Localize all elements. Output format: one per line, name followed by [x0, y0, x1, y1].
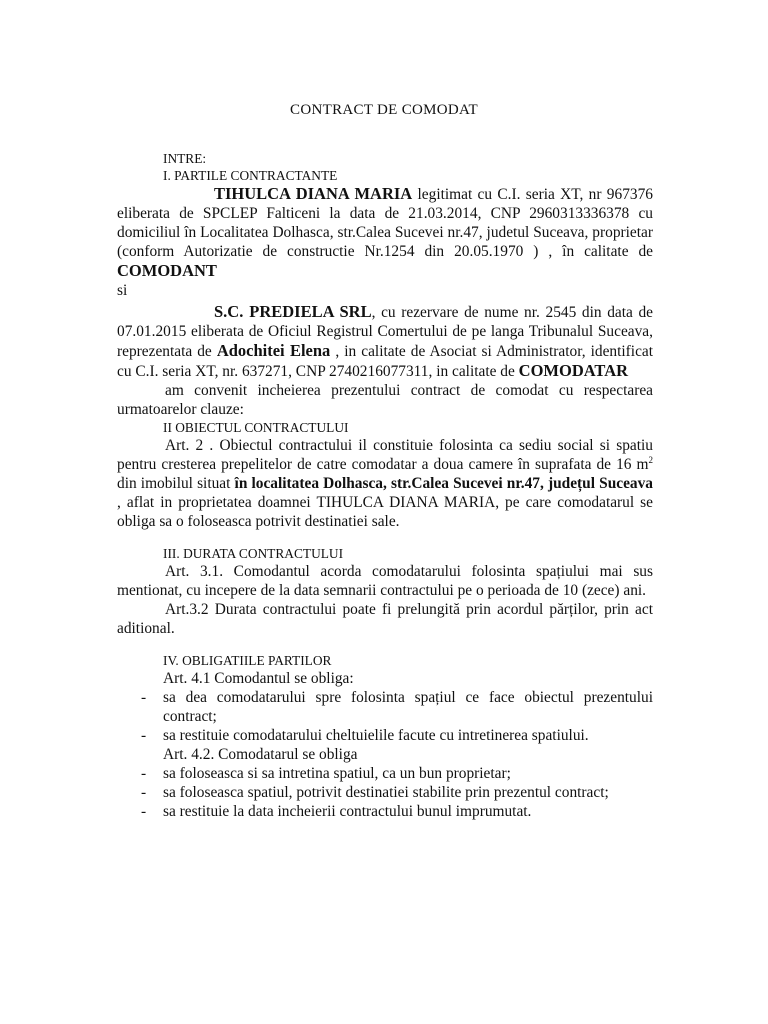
list-item-text: sa restituie comodatarului cheltuielile facute cu intretinerea spatiului.	[163, 727, 589, 744]
party-2-paragraph	[117, 302, 653, 381]
list-item-text: sa restituie la data incheierii contractului bunul imprumutat.	[163, 803, 532, 820]
list-item	[117, 726, 653, 745]
dash-bullet: -	[141, 727, 147, 744]
dash-bullet: -	[141, 765, 147, 782]
party-1-details: legitimat cu C.I. seria XT, nr 967376 eliberata de SPCLEP Falticeni la data de 21.03.2014, CNP 2960313336378 cu domiciliul în Localitatea Dolhasca, str.Calea Sucevei nr.47, judetul Suceava, proprietar (conform Autorizatie de constructie Nr.1254 din 20.05.1970 ) , în calitate de	[117, 186, 653, 260]
intre-label: INTRE:	[163, 151, 207, 166]
section-2-heading: II OBIECTUL CONTRACTULUI	[163, 420, 349, 435]
article-3-2-paragraph: Art.3.2 Durata contractului poate fi prelungită prin acordul părților, prin act aditional.	[117, 601, 653, 637]
dash-bullet: -	[141, 689, 147, 706]
list-item-text: sa dea comodatarului spre folosinta spațiul ce face obiectul prezentului contract;	[163, 689, 653, 725]
conjunction-si: si	[117, 282, 128, 299]
party-2-representative: Adochitei Elena	[216, 341, 331, 360]
superscript-2: 2	[648, 454, 653, 465]
section-3-heading: III. DURATA CONTRACTULUI	[163, 546, 344, 561]
article-4-2-list	[117, 764, 653, 821]
dash-bullet: -	[141, 784, 147, 801]
party-2-details-1: , cu rezervare de nume nr. 2545 din data de 07.01.2015 eliberata de Oficiul Registrul Comertului de pe langa Tribunalul Suceava, reprezentata de	[117, 304, 653, 360]
article-3-1-paragraph: Art. 3.1. Comodantul acorda comodatarului folosinta spațiului mai sus mentionat, cu incepere de la data semnarii contractului pe o perioada de 10 (zece) ani.	[117, 563, 653, 599]
party-2-details-2: , in calitate de Asociat si Administrator, identificat cu C.I. seria XT, nr. 637271, CNP 2740216077311, in calitate de	[117, 343, 654, 380]
document-title: CONTRACT DE COMODAT	[290, 102, 478, 118]
party-2-role: COMODATAR	[518, 361, 629, 380]
list-item	[117, 764, 653, 783]
article-2-paragraph	[117, 436, 653, 531]
document-body	[117, 150, 653, 821]
list-item	[117, 688, 653, 726]
list-item	[117, 802, 653, 821]
spacer	[117, 638, 653, 652]
spacer	[117, 531, 653, 545]
dash-bullet: -	[141, 803, 147, 820]
party-1-role: COMODANT	[117, 261, 217, 280]
article-2-text-1: Art. 2 . Obiectul contractului il constituie folosinta ca sediu social si spatiu pentru cresterea prepelitelor de catre comodatar a doua camere în suprafata de 16 m	[117, 437, 653, 473]
article-4-1-heading: Art. 4.1 Comodantul se obliga:	[163, 670, 354, 687]
party-1-paragraph	[117, 184, 653, 281]
article-2-location: în localitatea Dolhasca, str.Calea Sucevei nr.47, județul Suceava	[234, 475, 653, 492]
section-4-heading: IV. OBLIGATIILE PARTILOR	[163, 653, 332, 668]
article-4-1-list	[117, 688, 653, 745]
article-2-text-3: , aflat in proprietatea doamnei TIHULCA DIANA MARIA, pe care comodatarul se obliga sa o foloseasca potrivit destinatiei sale.	[117, 494, 653, 530]
article-2-text-2: din imobilul situat	[117, 475, 235, 492]
list-item-text: sa foloseasca si sa intretina spatiul, ca un bun proprietar;	[163, 765, 511, 782]
section-1-heading: I. PARTILE CONTRACTANTE	[163, 168, 338, 183]
party-2-name: S.C. PREDIELA SRL	[214, 302, 372, 321]
article-4-2-heading: Art. 4.2. Comodatarul se obliga	[163, 746, 358, 763]
list-item-text: sa foloseasca spatiul, potrivit destinatiei stabilite prin prezentul contract;	[163, 784, 609, 801]
party-1-name: TIHULCA DIANA MARIA	[214, 184, 413, 203]
list-item	[117, 783, 653, 802]
agreement-paragraph: am convenit incheierea prezentului contract de comodat cu respectarea urmatoarelor clauze:	[117, 382, 653, 418]
